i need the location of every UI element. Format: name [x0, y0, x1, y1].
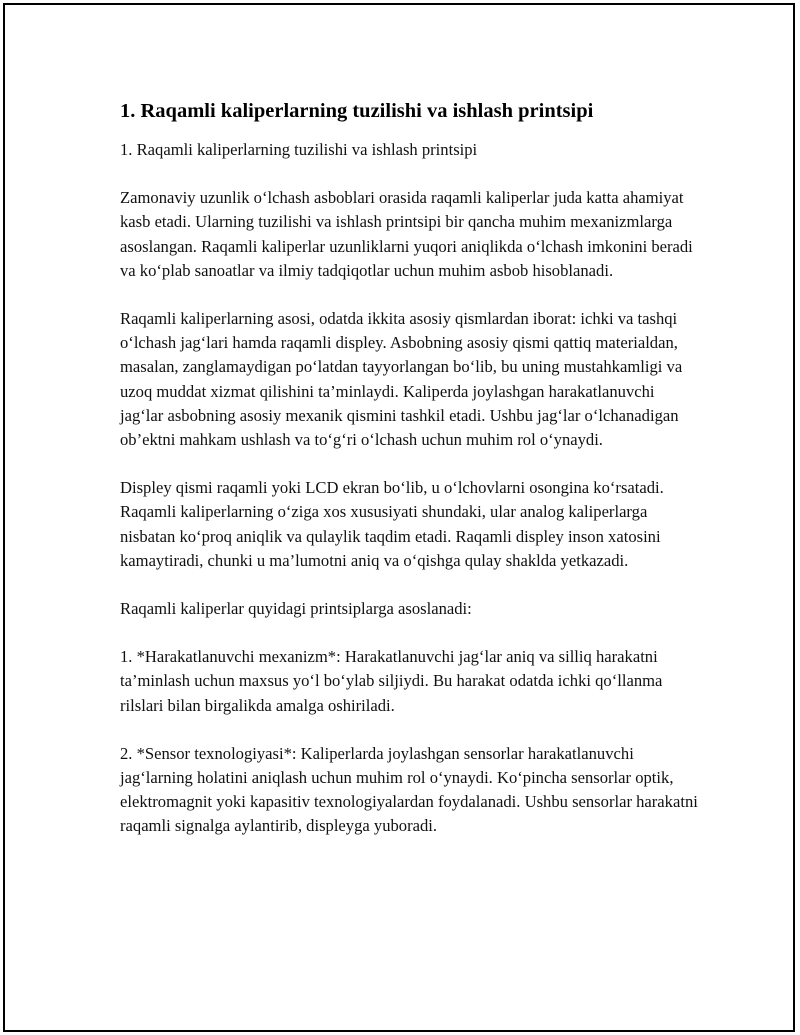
display-paragraph: Displey qismi raqamli yoki LCD ekran bo‘lib, u o‘lchovlarni osongina ko‘rsatadi. Raqamli kaliperlarning o‘ziga xos xususiyati shundaki, ular analog kaliperlarga nisbatan ko‘proq aniqlik va qulaylik taqdim etadi. Raqamli displey inson xatosini kamaytiradi, chunki u ma’lumotni aniq va o‘qishga qulay shaklda yetkazadi. — [120, 478, 664, 570]
principles-intro-paragraph: Raqamli kaliperlar quyidagi printsiplarga asoslanadi: — [120, 599, 472, 619]
principle-item-1: 1. *Harakatlanuvchi mexanizm*: Harakatlanuvchi jag‘lar aniq va silliq harakatni ta’minlash uchun maxsus yo‘l bo‘ylab siljiydi. Bu harakat odatda ichki qo‘llanma rilslari bilan birgalikda amalga oshiriladi. — [120, 647, 663, 715]
document-page — [3, 3, 795, 1032]
structure-paragraph: Raqamli kaliperlarning asosi, odatda ikkita asosiy qismlardan iborat: ichki va tashqi o‘lchash jag‘lari hamda raqamli displey. Asbobning asosiy qismi qattiq materialdan, masalan, zanglamaydigan po‘latdan tayyorlangan bo‘lib, bu uning mustahkamligi va uzoq muddat xizmat qilishini ta’minlaydi. Kaliperda joylashgan harakatlanuvchi jag‘lar asbobning asosiy mexanik qismini tashkil etadi. Ushbu jag‘lar o‘lchanadigan ob’ektni mahkam ushlash va to‘g‘ri o‘lchash uchun muhim rol o‘ynaydi. — [120, 309, 683, 450]
intro-paragraph: Zamonaviy uzunlik o‘lchash asboblari orasida raqamli kaliperlar juda katta ahamiyat kasb etadi. Ularning tuzilishi va ishlash printsipi bir qancha muhim mexanizmlarga asoslangan. Raqamli kaliperlar uzunliklarni yuqori aniqlikda o‘lchash imkonini beradi va ko‘plab sanoatlar va ilmiy tadqiqotlar uchun muhim asbob hisoblanadi. — [120, 188, 693, 280]
document-heading: 1. Raqamli kaliperlarning tuzilishi va ishlash printsipi — [120, 100, 594, 122]
document-body — [120, 97, 700, 863]
principle-item-2: 2. *Sensor texnologiyasi*: Kaliperlarda joylashgan sensorlar harakatlanuvchi jag‘larning holatini aniqlash uchun muhim rol o‘ynaydi. Ko‘pincha sensorlar optik, elektromagnit yoki kapasitiv texnologiyalardan foydalanadi. Ushbu sensorlar harakatni raqamli signalga aylantirib, displeyga yuboradi. — [120, 743, 698, 836]
subtitle-paragraph: 1. Raqamli kaliperlarning tuzilishi va ishlash printsipi — [120, 140, 478, 159]
